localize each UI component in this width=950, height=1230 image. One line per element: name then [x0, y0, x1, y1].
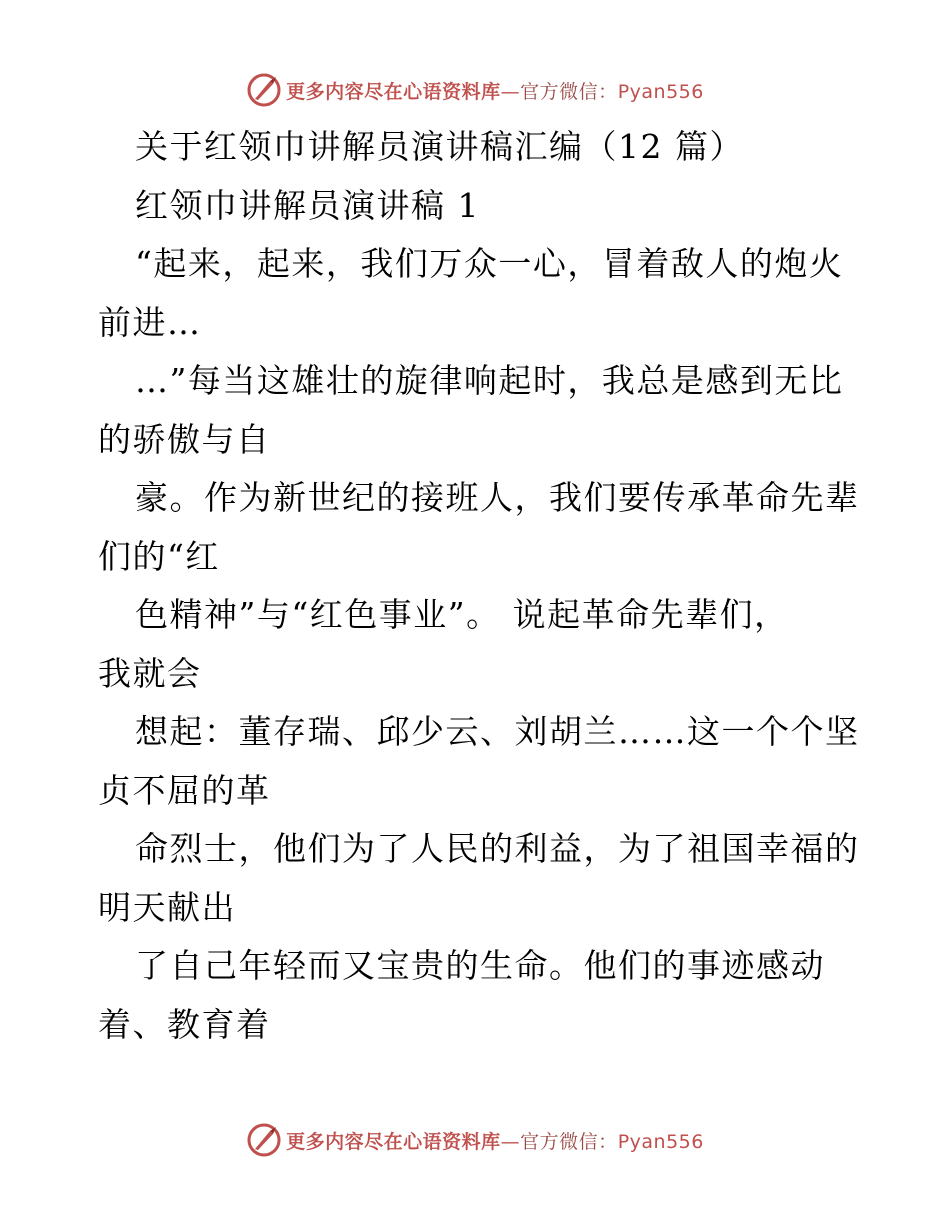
- document-title: 关于红领巾讲解员演讲稿汇编（12 篇）: [135, 127, 744, 166]
- document-subtitle: 红领巾讲解员演讲稿 1: [135, 185, 480, 225]
- feather-pen-logo-icon: [246, 1122, 282, 1158]
- paragraph-line: 命烈士，他们为了人民的利益，为了祖国幸福的: [135, 829, 860, 868]
- watermark-wechat-label: 官方微信：: [520, 80, 618, 103]
- paragraph-line: 了自己年轻而又宝贵的生命。他们的事迹感动: [135, 946, 825, 985]
- watermark-separator: —: [500, 80, 521, 103]
- feather-pen-logo-icon: [246, 72, 282, 108]
- paragraph-line: …”每当这雄壮的旋律响起时，我总是感到无比: [135, 361, 844, 400]
- paragraph-line: 贞不屈的革: [98, 770, 271, 810]
- document-body: [98, 118, 858, 1054]
- paragraph-line: 前进…: [98, 302, 202, 342]
- watermark-text: [286, 1127, 704, 1154]
- watermark-wechat-id: Pyan556: [617, 80, 704, 103]
- watermark-main-text: 更多内容尽在心语资料库: [286, 1130, 501, 1153]
- paragraph-line: “起来，起来，我们万众一心，冒着敌人的炮火: [135, 244, 844, 283]
- paragraph-line: 我就会: [98, 653, 202, 693]
- watermark-separator: —: [500, 1130, 521, 1153]
- paragraph-line: 们的“红: [98, 536, 220, 576]
- watermark-text: [286, 77, 704, 104]
- paragraph-line: 的骄傲与自: [98, 419, 271, 459]
- watermark-wechat-id: Pyan556: [617, 1130, 704, 1153]
- paragraph-line: 明天献出: [98, 887, 236, 927]
- paragraph-line: 着、教育着: [98, 1004, 271, 1044]
- paragraph-line: 豪。作为新世纪的接班人，我们要传承革命先辈: [135, 478, 860, 517]
- paragraph-line: 色精神”与“红色事业”。 说起革命先辈们，: [135, 595, 789, 634]
- paragraph-line: 想起：董存瑞、邱少云、刘胡兰……这一个个坚: [135, 712, 860, 751]
- header-watermark: [0, 70, 950, 110]
- footer-watermark: [0, 1120, 950, 1160]
- watermark-main-text: 更多内容尽在心语资料库: [286, 80, 501, 103]
- watermark-wechat-label: 官方微信：: [520, 1130, 618, 1153]
